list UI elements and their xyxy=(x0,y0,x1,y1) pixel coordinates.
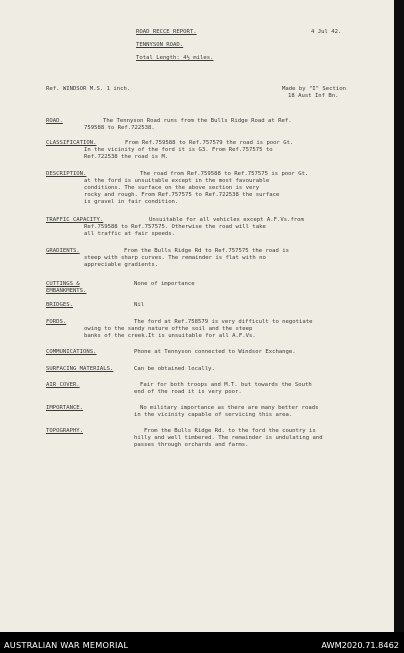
section-heading: AIR COVER. xyxy=(46,382,80,388)
section-heading: BRIDGES. xyxy=(46,302,73,308)
section-line: Ref.722538 the road is M. xyxy=(84,154,169,160)
section-line: The road from Ref.759588 to Ref.757575 is poor Gt. xyxy=(140,171,309,177)
road-name: TENNYSON ROAD. xyxy=(136,42,184,48)
section-heading: CUTTINGS & xyxy=(46,281,80,287)
section-line: hilly and well timbered. The remainder is undulating and xyxy=(134,435,323,441)
section-line: end of the road it is very poor. xyxy=(134,389,242,395)
section-line: Phone at Tennyson connected to Windsor Exchange. xyxy=(134,349,296,355)
section-heading: FORDS. xyxy=(46,319,67,325)
section-line: in the vicinity capable of servicing this area. xyxy=(134,412,293,418)
section-line: The Tennyson Road runs from the Bulls Ridge Road at Ref. xyxy=(103,118,292,124)
section-heading: EMBANKMENTS. xyxy=(46,288,87,294)
section-line: banks of the creek.It is unsuitable for all A.F.Vs. xyxy=(84,333,256,339)
section-line: No military importance as there are many better roads xyxy=(140,405,319,411)
section-heading: DESCRIPTION. xyxy=(46,171,87,177)
section-line: Ref.759588 to Ref.757575. Otherwise the road will take xyxy=(84,224,266,230)
section-line: 759588 to Ref.722538. xyxy=(84,125,155,131)
section-heading: IMPORTANCE. xyxy=(46,405,84,411)
section-line: appreciable gradients. xyxy=(84,262,159,268)
section-line: is gravel in fair condition. xyxy=(84,199,179,205)
section-line: steep with sharp curves. The remainder is flat with no xyxy=(84,255,266,261)
section-line: From the Bulls Ridge Rd. to the ford the country is xyxy=(144,428,316,434)
section-line: at the ford is unsuitable except in the most favourable xyxy=(84,178,270,184)
section-line: passes through orchards and farms. xyxy=(134,442,249,448)
section-heading: TOPOGRAPHY. xyxy=(46,428,84,434)
section-line: None of importance xyxy=(134,281,195,287)
section-heading: SURFACING MATERIALS. xyxy=(46,366,114,372)
section-line: owing to the sandy nature ofthe soil and the steep xyxy=(84,326,253,332)
section-line: rocky and rough. From Ref.757575 to Ref.722538 the surface xyxy=(84,192,280,198)
footer-accession: AWM2020.71.8462 xyxy=(321,640,399,650)
footer-institution: AUSTRALIAN WAR MEMORIAL xyxy=(4,640,129,650)
section-line: From Ref.759588 to Ref.757579 the road is poor Gt. xyxy=(125,140,294,146)
report-date: 4 Jul 42. xyxy=(311,29,342,35)
section-heading: ROAD. xyxy=(46,118,63,124)
section-line: Nil xyxy=(134,302,145,308)
section-heading: COMMUNICATIONS. xyxy=(46,349,97,355)
section-line: From the Bulls Ridge Rd to Ref.757575 the road is xyxy=(124,248,290,254)
map-reference: Ref. WINDSOR M.S. 1 inch. xyxy=(46,86,131,92)
made-by-unit: 18 Aust Inf Bn. xyxy=(288,93,339,99)
section-line: The ford at Ref.758579 is very difficult to negotiate xyxy=(134,319,313,325)
section-line: all traffic at fair speeds. xyxy=(84,231,175,237)
report-title: ROAD RECCE REPORT. xyxy=(136,29,197,35)
section-heading: CLASSIFICATION. xyxy=(46,140,97,146)
scan-edge xyxy=(394,0,404,632)
total-length: Total Length: 4½ miles. xyxy=(136,55,214,61)
section-heading: GRADIENTS. xyxy=(46,248,80,254)
section-line: Fair for both troops and M.T. but towards the South xyxy=(140,382,312,388)
section-line: conditions. The surface on the above section is very xyxy=(84,185,260,191)
made-by: Made by "I" Section xyxy=(282,86,346,92)
section-line: Can be obtained locally. xyxy=(134,366,215,372)
section-line: In the vicinity of the ford it is G3. From Ref.757575 to xyxy=(84,147,273,153)
section-line: Unsuitable for all vehicles except A.F.Vs.from xyxy=(149,217,304,223)
section-heading: TRAFFIC CAPACITY. xyxy=(46,217,104,223)
